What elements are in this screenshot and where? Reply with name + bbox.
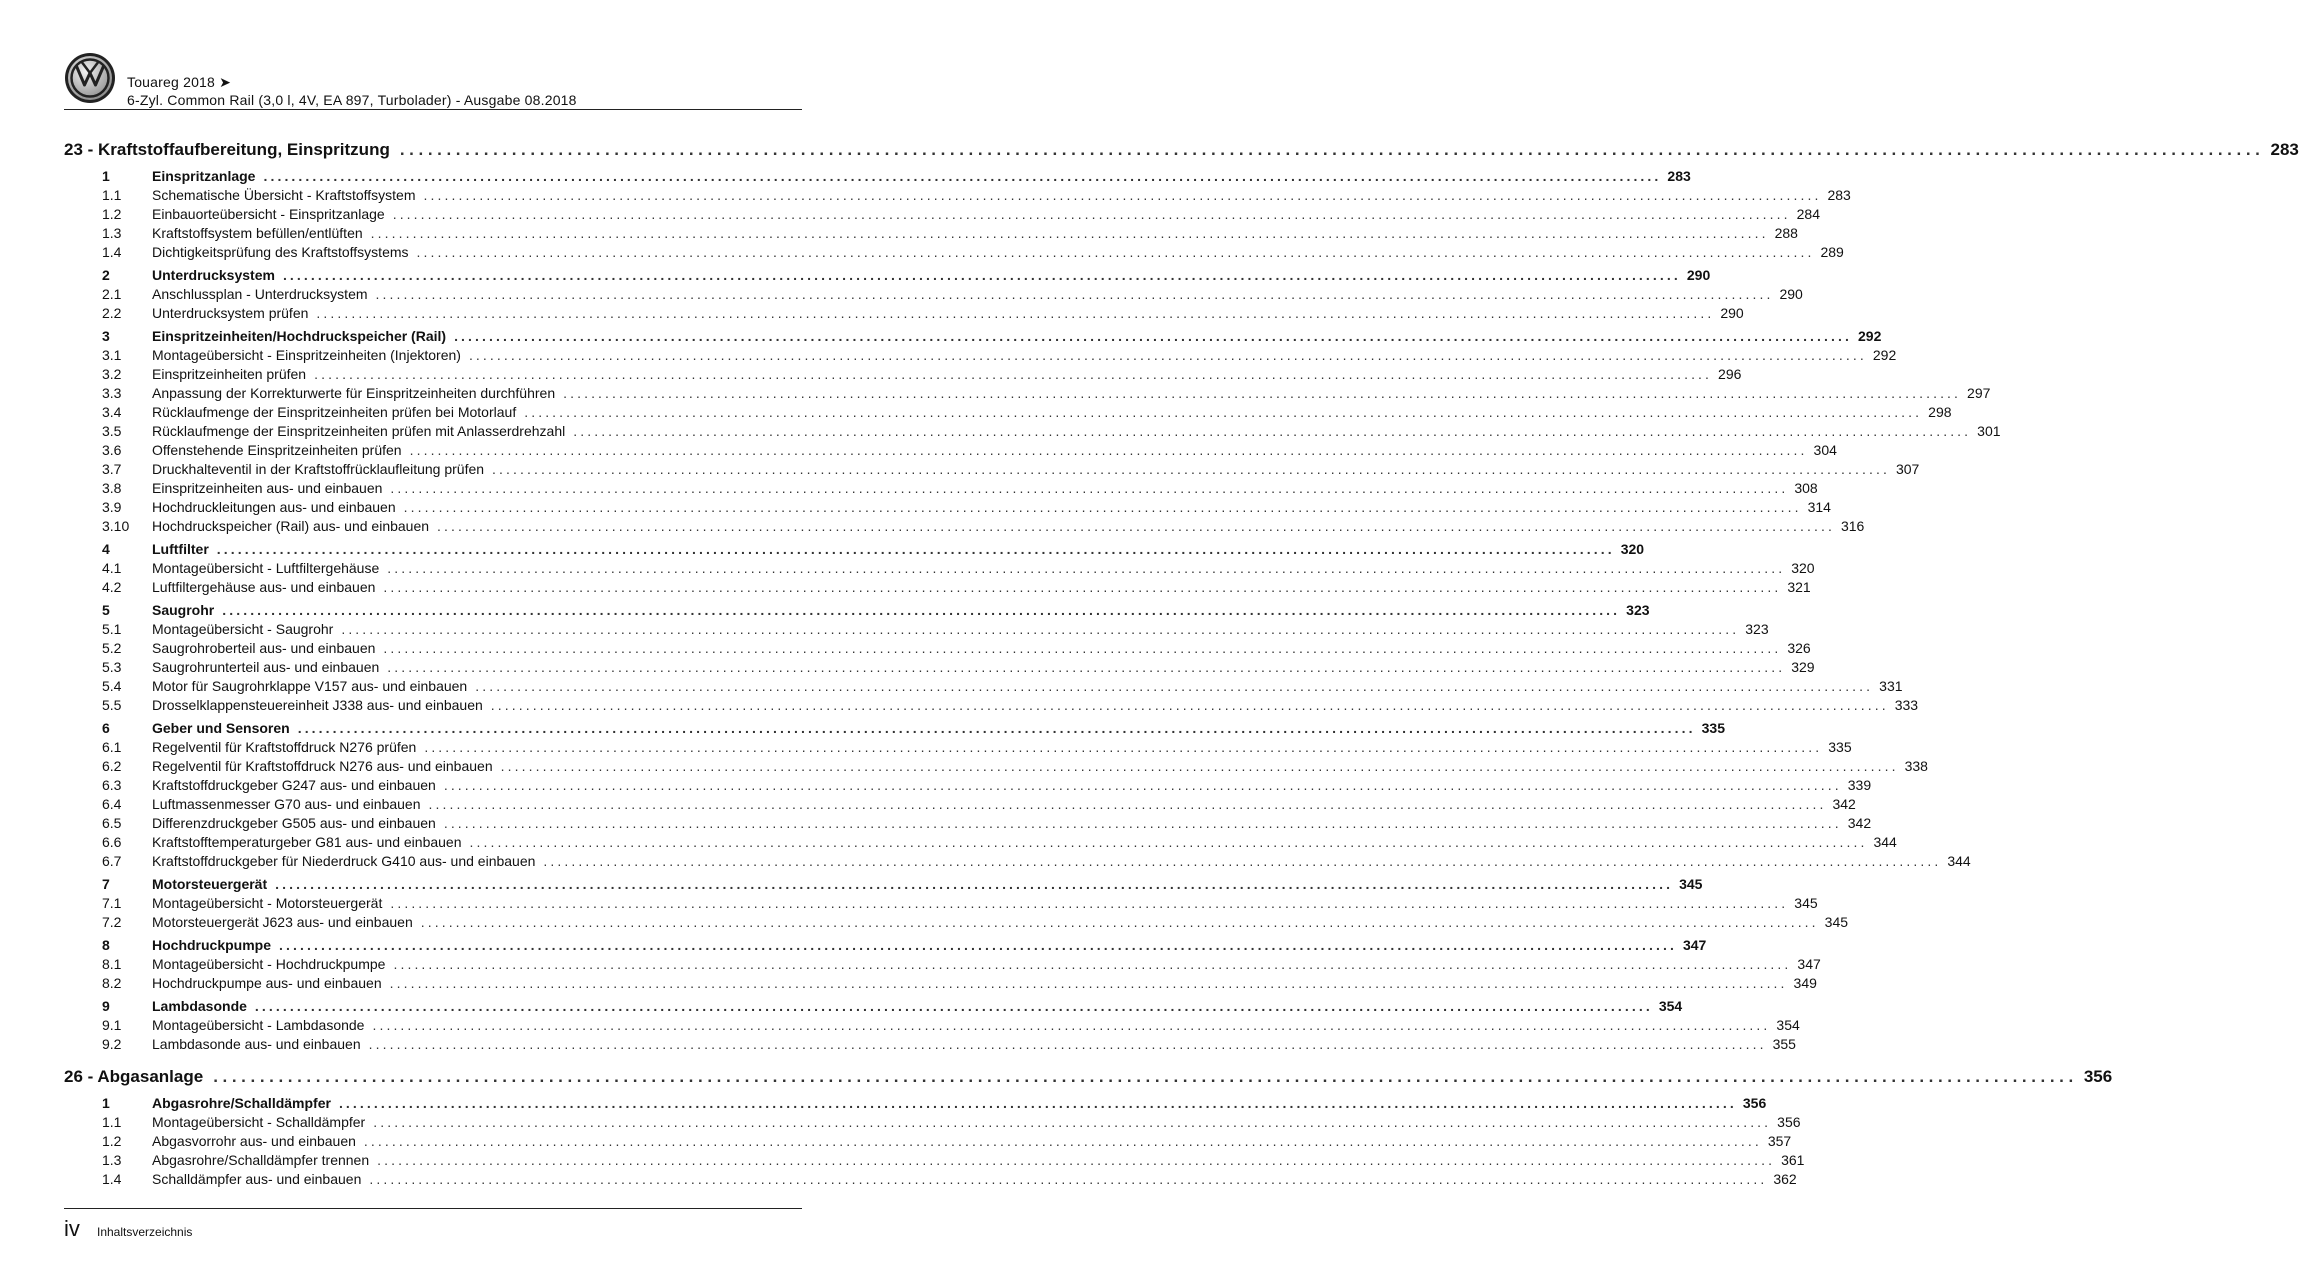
- item-title: Rücklaufmenge der Einspritzeinheiten prüfen mit Anlasserdrehzahl: [152, 423, 566, 439]
- dot-leader: ........................................................................................................................................................................................................: [279, 937, 1677, 953]
- dot-leader: ........................................................................................................................................................................................................: [370, 225, 1769, 241]
- dot-leader: ........................................................................................................................................................................................................: [341, 621, 1740, 637]
- dot-leader: ........................................................................................................................................................................................................: [316, 305, 1715, 321]
- item-title: Kraftstofftemperaturgeber G81 aus- und einbauen: [152, 834, 462, 850]
- toc-item[interactable]: [64, 815, 1872, 834]
- toc-item[interactable]: [64, 914, 1849, 933]
- dot-leader: ........................................................................................................................................................................................................: [369, 1171, 1768, 1187]
- toc-section[interactable]: [64, 720, 1725, 739]
- toc-item[interactable]: [64, 834, 1897, 853]
- dot-leader: ........................................................................................................................................................................................................: [383, 579, 1782, 595]
- item-number: 8.1: [102, 956, 122, 972]
- item-number: 6.5: [102, 815, 122, 831]
- item-number: 6.7: [102, 853, 122, 869]
- section-title: Lambdasonde: [152, 998, 247, 1014]
- item-title: Regelventil für Kraftstoffdruck N276 prüfen: [152, 739, 417, 755]
- toc-item[interactable]: [64, 286, 1803, 305]
- section-page: 323: [1626, 602, 1650, 618]
- toc-item[interactable]: [64, 796, 1856, 815]
- item-number: 3.7: [102, 461, 122, 477]
- section-number: 6: [102, 720, 110, 736]
- toc-item[interactable]: [64, 1152, 1805, 1171]
- dot-leader: ........................................................................................................................................................................................................: [428, 796, 1827, 812]
- item-number: 1.4: [102, 1171, 122, 1187]
- item-page: 307: [1895, 461, 1920, 477]
- toc-chapter[interactable]: [64, 140, 2299, 164]
- item-title: Lambdasonde aus- und einbauen: [152, 1036, 361, 1052]
- item-number: 5.2: [102, 640, 122, 656]
- dot-leader: ........................................................................................................................................................................................................: [213, 1067, 2078, 1086]
- item-number: 3.5: [102, 423, 122, 439]
- item-page: 331: [1879, 678, 1903, 694]
- dot-leader: ........................................................................................................................................................................................................: [275, 876, 1674, 892]
- dot-leader: ........................................................................................................................................................................................................: [389, 975, 1788, 991]
- toc-item[interactable]: [64, 1036, 1796, 1055]
- toc-item[interactable]: [64, 423, 2001, 442]
- header-model: Touareg 2018 ➤: [127, 74, 232, 90]
- toc-item[interactable]: [64, 518, 1865, 537]
- section-page: 320: [1620, 541, 1645, 557]
- item-number: 2.2: [102, 305, 122, 321]
- item-title: Abgasvorrohr aus- und einbauen: [152, 1133, 356, 1149]
- item-title: Montageübersicht - Schalldämpfer: [152, 1114, 366, 1130]
- dot-leader: ........................................................................................................................................................................................................: [492, 461, 1890, 477]
- item-number: 5.4: [102, 678, 122, 694]
- dot-leader: ........................................................................................................................................................................................................: [443, 777, 1842, 793]
- dot-leader: ........................................................................................................................................................................................................: [393, 956, 1792, 972]
- toc-section[interactable]: [64, 541, 1645, 560]
- item-title: Motor für Saugrohrklappe V157 aus- und einbauen: [152, 678, 468, 694]
- section-number: 4: [102, 541, 110, 557]
- table-of-contents: [64, 140, 2299, 1190]
- item-title: Anschlussplan - Unterdrucksystem: [152, 286, 368, 302]
- toc-item[interactable]: [64, 1133, 1792, 1152]
- dot-leader: ........................................................................................................................................................................................................: [314, 366, 1713, 382]
- toc-item[interactable]: [64, 347, 1897, 366]
- item-number: 5.1: [102, 621, 122, 637]
- dot-leader: ........................................................................................................................................................................................................: [297, 720, 1696, 736]
- section-number: 1: [102, 168, 110, 184]
- toc-item[interactable]: [64, 758, 1928, 777]
- item-number: 1.1: [102, 1114, 122, 1130]
- footer-divider: [64, 1208, 802, 1209]
- section-page: 335: [1701, 720, 1725, 736]
- section-number: 2: [102, 267, 110, 283]
- item-page: 323: [1745, 621, 1769, 637]
- section-number: 9: [102, 998, 110, 1014]
- item-number: 3.4: [102, 404, 122, 420]
- dot-leader: ........................................................................................................................................................................................................: [443, 815, 1842, 831]
- toc-section[interactable]: [64, 328, 1882, 347]
- dot-leader: ........................................................................................................................................................................................................: [409, 442, 1808, 458]
- dot-leader: ........................................................................................................................................................................................................: [424, 739, 1823, 755]
- item-title: Motorsteuergerät J623 aus- und einbauen: [152, 914, 413, 930]
- dot-leader: ........................................................................................................................................................................................................: [543, 853, 1942, 869]
- toc-item[interactable]: [64, 1017, 1800, 1036]
- item-number: 4.2: [102, 579, 122, 595]
- item-title: Rücklaufmenge der Einspritzeinheiten prüfen bei Motorlauf: [152, 404, 517, 420]
- item-number: 1.4: [102, 244, 122, 260]
- item-page: 333: [1894, 697, 1919, 713]
- item-number: 3.9: [102, 499, 122, 515]
- item-title: Offenstehende Einspritzeinheiten prüfen: [152, 442, 402, 458]
- item-number: 9.1: [102, 1017, 122, 1033]
- item-page: 344: [1947, 853, 1971, 869]
- toc-item[interactable]: [64, 206, 1820, 225]
- item-number: 9.2: [102, 1036, 122, 1052]
- toc-item[interactable]: [64, 895, 1818, 914]
- item-page: 347: [1797, 956, 1821, 972]
- toc-item[interactable]: [64, 560, 1815, 579]
- item-number: 1.3: [102, 225, 122, 241]
- section-title: Hochdruckpumpe: [152, 937, 272, 953]
- toc-item[interactable]: [64, 442, 1837, 461]
- dot-leader: ........................................................................................................................................................................................................: [390, 480, 1789, 496]
- dot-leader: ........................................................................................................................................................................................................: [375, 286, 1774, 302]
- item-title: Schematische Übersicht - Kraftstoffsystem: [152, 187, 416, 203]
- section-page: 283: [1667, 168, 1691, 184]
- item-title: Saugrohrunterteil aus- und einbauen: [152, 659, 380, 675]
- footer-label: Inhaltsverzeichnis: [97, 1225, 193, 1239]
- chapter-spacer: [64, 1055, 802, 1067]
- item-page: 345: [1824, 914, 1849, 930]
- dot-leader: ........................................................................................................................................................................................................: [454, 328, 1852, 344]
- item-page: 342: [1847, 815, 1872, 831]
- item-page: 338: [1904, 758, 1928, 774]
- toc-item[interactable]: [64, 385, 1991, 404]
- item-title: Regelventil für Kraftstoffdruck N276 aus- und einbauen: [152, 758, 493, 774]
- vw-logo-icon: [64, 52, 116, 104]
- item-page: 304: [1813, 442, 1837, 458]
- dot-leader: ........................................................................................................................................................................................................: [387, 659, 1786, 675]
- item-title: Luftfiltergehäuse aus- und einbauen: [152, 579, 376, 595]
- chapter-title: 23 - Kraftstoffaufbereitung, Einspritzung: [64, 140, 390, 159]
- dot-leader: ........................................................................................................................................................................................................: [390, 895, 1789, 911]
- toc-item[interactable]: [64, 777, 1872, 796]
- header-divider: [64, 109, 802, 110]
- item-page: 349: [1793, 975, 1817, 991]
- chapter-page: 283: [2270, 140, 2299, 159]
- section-title: Abgasrohre/Schalldämpfer: [152, 1095, 331, 1111]
- chapter-page: 356: [2083, 1067, 2113, 1086]
- item-title: Schalldämpfer aus- und einbauen: [152, 1171, 362, 1187]
- dot-leader: ........................................................................................................................................................................................................: [373, 1114, 1772, 1130]
- item-number: 1.2: [102, 1133, 122, 1149]
- dot-leader: ........................................................................................................................................................................................................: [403, 499, 1802, 515]
- item-title: Dichtigkeitsprüfung des Kraftstoffsystems: [152, 244, 409, 260]
- item-page: 329: [1791, 659, 1815, 675]
- section-page: 290: [1686, 267, 1711, 283]
- item-title: Drosselklappensteuereinheit J338 aus- und einbauen: [152, 697, 483, 713]
- item-title: Hochdruckpumpe aus- und einbauen: [152, 975, 382, 991]
- item-title: Montageübersicht - Einspritzeinheiten (Injektoren): [152, 347, 461, 363]
- item-page: 361: [1781, 1152, 1805, 1168]
- toc-chapter[interactable]: [64, 1067, 2113, 1091]
- item-title: Hochdruckleitungen aus- und einbauen: [152, 499, 396, 515]
- toc-item[interactable]: [64, 621, 1769, 640]
- item-title: Kraftstoffdruckgeber für Niederdruck G410 aus- und einbauen: [152, 853, 536, 869]
- item-title: Hochdruckspeicher (Rail) aus- und einbauen: [152, 518, 430, 534]
- toc-item[interactable]: [64, 366, 1742, 385]
- section-page: 354: [1658, 998, 1683, 1014]
- item-page: 290: [1779, 286, 1803, 302]
- dot-leader: ........................................................................................................................................................................................................: [475, 678, 1874, 694]
- toc-item[interactable]: [64, 1114, 1801, 1133]
- dot-leader: ........................................................................................................................................................................................................: [573, 423, 1972, 439]
- toc-section[interactable]: [64, 876, 1703, 895]
- header-engine: 6-Zyl. Common Rail (3,0 l, 4V, EA 897, Turbolader) - Ausgabe 08.2018: [127, 92, 577, 108]
- item-number: 5.5: [102, 697, 122, 713]
- toc-item[interactable]: [64, 244, 1844, 263]
- dot-leader: ........................................................................................................................................................................................................: [254, 998, 1653, 1014]
- item-page: 316: [1840, 518, 1865, 534]
- dot-leader: ........................................................................................................................................................................................................: [282, 267, 1681, 283]
- item-number: 1.2: [102, 206, 122, 222]
- section-number: 8: [102, 937, 110, 953]
- section-number: 3: [102, 328, 110, 344]
- section-title: Luftfilter: [152, 541, 209, 557]
- item-page: 288: [1774, 225, 1798, 241]
- item-number: 7.2: [102, 914, 122, 930]
- item-number: 3.1: [102, 347, 122, 363]
- item-page: 290: [1720, 305, 1744, 321]
- section-title: Saugrohr: [152, 602, 215, 618]
- item-title: Anpassung der Korrekturwerte für Einspritzeinheiten durchführen: [152, 385, 556, 401]
- item-title: Einbauorteübersicht - Einspritzanlage: [152, 206, 385, 222]
- item-title: Montageübersicht - Hochdruckpumpe: [152, 956, 386, 972]
- dot-leader: ........................................................................................................................................................................................................: [377, 1152, 1776, 1168]
- section-page: 292: [1858, 328, 1882, 344]
- item-number: 3.10: [102, 518, 130, 534]
- item-page: 321: [1787, 579, 1811, 595]
- item-number: 1.1: [102, 187, 122, 203]
- item-number: 6.1: [102, 739, 122, 755]
- dot-leader: ........................................................................................................................................................................................................: [216, 541, 1615, 557]
- item-page: 296: [1718, 366, 1742, 382]
- page-header: [64, 52, 802, 110]
- item-page: 308: [1794, 480, 1818, 496]
- dot-leader: ........................................................................................................................................................................................................: [372, 1017, 1771, 1033]
- section-title: Unterdrucksystem: [152, 267, 275, 283]
- item-title: Montageübersicht - Lambdasonde: [152, 1017, 365, 1033]
- toc-item[interactable]: [64, 404, 1952, 423]
- item-page: 335: [1828, 739, 1852, 755]
- item-title: Montageübersicht - Saugrohr: [152, 621, 334, 637]
- toc-item[interactable]: [64, 187, 1851, 206]
- toc-item[interactable]: [64, 1171, 1797, 1190]
- item-title: Druckhalteventil in der Kraftstoffrücklaufleitung prüfen: [152, 461, 485, 477]
- item-number: 8.2: [102, 975, 122, 991]
- item-page: 355: [1772, 1036, 1796, 1052]
- item-number: 6.4: [102, 796, 122, 812]
- toc-section[interactable]: [64, 998, 1683, 1017]
- item-title: Differenzdruckgeber G505 aus- und einbauen: [152, 815, 436, 831]
- toc-item[interactable]: [64, 305, 1744, 324]
- dot-leader: ........................................................................................................................................................................................................: [392, 206, 1791, 222]
- section-page: 347: [1682, 937, 1707, 953]
- dot-leader: ........................................................................................................................................................................................................: [437, 518, 1835, 534]
- item-page: 339: [1847, 777, 1872, 793]
- dot-leader: ........................................................................................................................................................................................................: [416, 244, 1815, 260]
- dot-leader: ........................................................................................................................................................................................................: [387, 560, 1786, 576]
- item-page: 292: [1872, 347, 1897, 363]
- item-title: Kraftstoffsystem befüllen/entlüften: [152, 225, 363, 241]
- dot-leader: ........................................................................................................................................................................................................: [423, 187, 1822, 203]
- toc-section[interactable]: [64, 267, 1711, 286]
- item-number: 4.1: [102, 560, 122, 576]
- section-page: 356: [1742, 1095, 1767, 1111]
- item-page: 289: [1820, 244, 1844, 260]
- toc-item[interactable]: [64, 739, 1852, 758]
- section-title: Motorsteuergerät: [152, 876, 268, 892]
- toc-item[interactable]: [64, 956, 1821, 975]
- item-page: 356: [1777, 1114, 1801, 1130]
- dot-leader: ........................................................................................................................................................................................................: [469, 834, 1868, 850]
- dot-leader: ........................................................................................................................................................................................................: [468, 347, 1867, 363]
- item-page: 342: [1832, 796, 1856, 812]
- section-number: 7: [102, 876, 110, 892]
- item-number: 6.3: [102, 777, 122, 793]
- item-title: Kraftstoffdruckgeber G247 aus- und einbauen: [152, 777, 436, 793]
- dot-leader: ........................................................................................................................................................................................................: [368, 1036, 1767, 1052]
- toc-item[interactable]: [64, 480, 1818, 499]
- chapter-title: 26 - Abgasanlage: [64, 1067, 204, 1086]
- item-title: Saugrohroberteil aus- und einbauen: [152, 640, 376, 656]
- dot-leader: ........................................................................................................................................................................................................: [524, 404, 1923, 420]
- item-number: 3.3: [102, 385, 122, 401]
- item-title: Montageübersicht - Motorsteuergerät: [152, 895, 383, 911]
- item-page: 354: [1776, 1017, 1800, 1033]
- item-number: 3.8: [102, 480, 122, 496]
- section-title: Einspritzanlage: [152, 168, 256, 184]
- item-page: 284: [1796, 206, 1820, 222]
- dot-leader: ........................................................................................................................................................................................................: [490, 697, 1889, 713]
- item-page: 362: [1773, 1171, 1797, 1187]
- dot-leader: ........................................................................................................................................................................................................: [500, 758, 1899, 774]
- dot-leader: ........................................................................................................................................................................................................: [383, 640, 1782, 656]
- footer-page-number: iv: [64, 1216, 80, 1241]
- item-page: 344: [1873, 834, 1897, 850]
- toc-item[interactable]: [64, 678, 1903, 697]
- item-page: 297: [1967, 385, 1991, 401]
- toc-item[interactable]: [64, 640, 1811, 659]
- item-number: 7.1: [102, 895, 122, 911]
- section-page: 345: [1679, 876, 1703, 892]
- item-number: 3.2: [102, 366, 122, 382]
- item-number: 2.1: [102, 286, 122, 302]
- toc-section[interactable]: [64, 1095, 1767, 1114]
- dot-leader: ........................................................................................................................................................................................................: [363, 1133, 1762, 1149]
- item-page: 283: [1827, 187, 1851, 203]
- dot-leader: ........................................................................................................................................................................................................: [263, 168, 1662, 184]
- item-title: Abgasrohre/Schalldämpfer trennen: [152, 1152, 370, 1168]
- item-number: 3.6: [102, 442, 122, 458]
- toc-section[interactable]: [64, 602, 1650, 621]
- item-page: 301: [1977, 423, 2001, 439]
- toc-section[interactable]: [64, 937, 1707, 956]
- section-number: 5: [102, 602, 110, 618]
- item-page: 314: [1807, 499, 1831, 515]
- toc-section[interactable]: [64, 168, 1691, 187]
- item-title: Montageübersicht - Luftfiltergehäuse: [152, 560, 380, 576]
- item-page: 345: [1794, 895, 1818, 911]
- toc-item[interactable]: [64, 659, 1815, 678]
- section-title: Geber und Sensoren: [152, 720, 290, 736]
- item-number: 6.6: [102, 834, 122, 850]
- item-title: Luftmassenmesser G70 aus- und einbauen: [152, 796, 421, 812]
- dot-leader: ........................................................................................................................................................................................................: [399, 140, 2265, 159]
- dot-leader: ........................................................................................................................................................................................................: [338, 1095, 1737, 1111]
- item-page: 357: [1767, 1133, 1792, 1149]
- item-title: Einspritzeinheiten aus- und einbauen: [152, 480, 383, 496]
- toc-item[interactable]: [64, 697, 1919, 716]
- toc-item[interactable]: [64, 853, 1971, 872]
- item-page: 320: [1791, 560, 1815, 576]
- item-number: 1.3: [102, 1152, 122, 1168]
- item-title: Einspritzeinheiten prüfen: [152, 366, 307, 382]
- section-title: Einspritzeinheiten/Hochdruckspeicher (Rail): [152, 328, 447, 344]
- item-number: 6.2: [102, 758, 122, 774]
- item-title: Unterdrucksystem prüfen: [152, 305, 309, 321]
- toc-item[interactable]: [64, 499, 1831, 518]
- toc-item[interactable]: [64, 461, 1920, 480]
- dot-leader: ........................................................................................................................................................................................................: [222, 602, 1621, 618]
- toc-item[interactable]: [64, 975, 1817, 994]
- section-number: 1: [102, 1095, 110, 1111]
- item-page: 298: [1928, 404, 1952, 420]
- toc-item[interactable]: [64, 579, 1811, 598]
- dot-leader: ........................................................................................................................................................................................................: [563, 385, 1962, 401]
- item-number: 5.3: [102, 659, 122, 675]
- toc-item[interactable]: [64, 225, 1798, 244]
- item-page: 326: [1787, 640, 1811, 656]
- dot-leader: ........................................................................................................................................................................................................: [420, 914, 1819, 930]
